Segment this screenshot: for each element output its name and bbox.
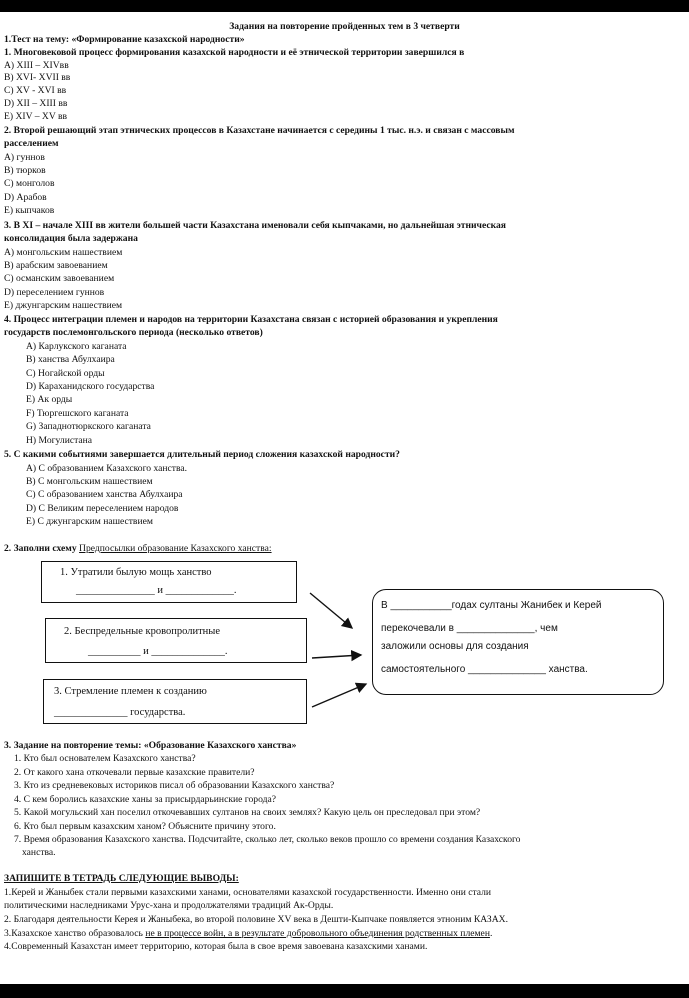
box1-line1: 1. Утратили былую мощь ханство: [60, 567, 212, 578]
q3-option-e: E) джунгарским нашествием: [4, 300, 123, 311]
conclusion-4: 4.Современный Казахстан имеет территорию, которая была в свое время завоевана казахскими ханами.: [4, 941, 428, 952]
question-3-line1: 3. В XI – начале XIII вв жители большей части Казахстана именовали себя кыпчаками, но дальнейшая этническая: [4, 220, 506, 231]
arrow-3: [312, 684, 366, 707]
q1-option-a: A) XIII – XIVвв: [4, 60, 69, 71]
conclusion-2: 2. Благодаря деятельности Керея и Жаныбека, во второй половине XV века в Дешти-Кыпчаке появляется этноним КАЗАХ.: [4, 914, 508, 925]
q3-option-a: A) монгольским нашествием: [4, 247, 123, 258]
scheme-label: 2. Заполни схему: [4, 543, 80, 554]
q3-option-d: D) переселением гуннов: [4, 287, 105, 298]
question-4-line1: 4. Процесс интеграции племен и народов на территории Казахстана связан с историей образования и укрепления: [4, 314, 498, 325]
q5-option-b: B) С монгольским нашествием: [26, 476, 153, 487]
q4-option-b: B) ханства Абулхаира: [26, 354, 115, 365]
task3-item-5: 5. Какой могульский хан поселил откочевавших султанов на своих землях? Какую цель он преследовал при этом?: [14, 807, 481, 818]
task3-item-2: 2. От какого хана откочевали первые казахские правители?: [14, 767, 255, 778]
q1-option-c: C) XV - XVI вв: [4, 85, 67, 96]
conclusion-3-end: .: [489, 928, 493, 939]
box3-line1: 3. Стремление племен к созданию: [54, 686, 207, 697]
q2-option-b: B) тюрков: [4, 165, 46, 176]
q1-option-e: E) XIV – XV вв: [4, 111, 68, 122]
test-title: 1.Тест на тему: «Формирование казахской народности»: [4, 34, 245, 45]
arrow-2: [312, 655, 361, 658]
document-page: [0, 12, 689, 984]
question-2-line1: 2. Второй решающий этап этнических процессов в Казахстане начинается с середины 1 тыс. н.э. и связан с массовым: [4, 125, 515, 136]
q2-option-c: C) монголов: [4, 178, 55, 189]
result-line2: перекочевали в ______________, чем: [381, 623, 558, 634]
result-line4: самостоятельного ______________ ханства.: [381, 664, 588, 675]
q2-option-d: D) Арабов: [4, 192, 47, 203]
q5-option-e: E) С джунгарским нашествием: [26, 516, 153, 527]
q4-option-d: D) Караханидского государства: [26, 381, 155, 392]
conclusion-3-underlined: не в процессе войн, а в результате добровольного объединения родственных племен: [145, 928, 490, 939]
question-4-line2: государств послемонгольского периода (несколько ответов): [4, 327, 263, 338]
q1-option-b: B) XVI- XVII вв: [4, 72, 71, 83]
question-2-line2: расселением: [4, 138, 59, 149]
result-line3: заложили основы для создания: [381, 641, 529, 652]
scheme-title: Предпосылки образование Казахского ханства:: [79, 543, 272, 554]
scheme-result-box: [372, 589, 664, 695]
q4-option-c: C) Ногайской орды: [26, 368, 105, 379]
box2-line1: 2. Беспредельные кровопролитные: [64, 626, 220, 637]
task3-item-4: 4. С кем боролись казахские ханы за присырдарьинские города?: [14, 794, 276, 805]
q4-option-e: E) Ак орды: [26, 394, 73, 405]
result-line1: В ___________годах султаны Жанибек и Керей: [381, 600, 602, 611]
conclusion-1-line1: 1.Керей и Жаныбек стали первыми казахскими ханами, основателями казахской государственности. Именно они стали: [4, 887, 492, 898]
conclusion-1-line2: политическими наследниками Урус-хана и продолжателями традиций Ак-Орды.: [4, 900, 334, 911]
arrow-1: [310, 593, 352, 628]
conclusions-title: ЗАПИШИТЕ В ТЕТРАДЬ СЛЕДУЮЩИЕ ВЫВОДЫ:: [4, 873, 239, 884]
q2-option-a: A) гуннов: [4, 152, 45, 163]
task3-item-7-cont: ханства.: [22, 847, 56, 858]
q4-option-a: A) Карлукского каганата: [26, 341, 127, 352]
document-title: Задания на повторение пройденных тем в 3 четверти: [229, 21, 460, 32]
q5-option-c: C) С образованием ханства Абулхаира: [26, 489, 183, 500]
q4-option-g: G) Западнотюркского каганата: [26, 421, 151, 432]
task3-item-7: 7. Время образования Казахского ханства. Подсчитайте, сколько лет, сколько веков прошло со времени создания Казахского: [14, 834, 521, 845]
q3-option-c: C) османским завоеванием: [4, 273, 115, 284]
box1-line2: _______________ и _____________.: [76, 585, 237, 596]
task3-item-6: 6. Кто был первым казахским ханом? Объясните причину этого.: [14, 821, 276, 832]
task3-item-3: 3. Кто из средневековых историков писал об образовании Казахского ханства?: [14, 780, 335, 791]
conclusion-3: [4, 928, 492, 940]
task3-item-1: 1. Кто был основателем Казахского ханства?: [14, 753, 196, 764]
q1-option-d: D) XII – XIII вв: [4, 98, 68, 109]
q4-option-f: F) Тюргешского каганата: [26, 408, 129, 419]
question-3-line2: консолидация была задержана: [4, 233, 138, 244]
conclusion-3-start: 3.Казахское ханство образовалось: [4, 928, 146, 939]
q3-option-b: B) арабским завоеванием: [4, 260, 108, 271]
q4-option-h: H) Могулистана: [26, 435, 93, 446]
q5-option-d: D) С Великим переселением народов: [26, 503, 179, 514]
q5-option-a: A) С образованием Казахского ханства.: [26, 463, 188, 474]
box3-line2: ______________ государства.: [54, 707, 186, 718]
question-1: 1. Многовековой процесс формирования казахской народности и её этнической территории завершился в: [4, 47, 465, 58]
question-5: 5. С какими событиями завершается длительный период сложения казахской народности?: [4, 449, 400, 460]
box2-line2: __________ и ______________.: [88, 646, 228, 657]
task3-title: 3. Задание на повторение темы: «Образование Казахского ханства»: [4, 740, 297, 751]
q2-option-e: E) кыпчаков: [4, 205, 55, 216]
